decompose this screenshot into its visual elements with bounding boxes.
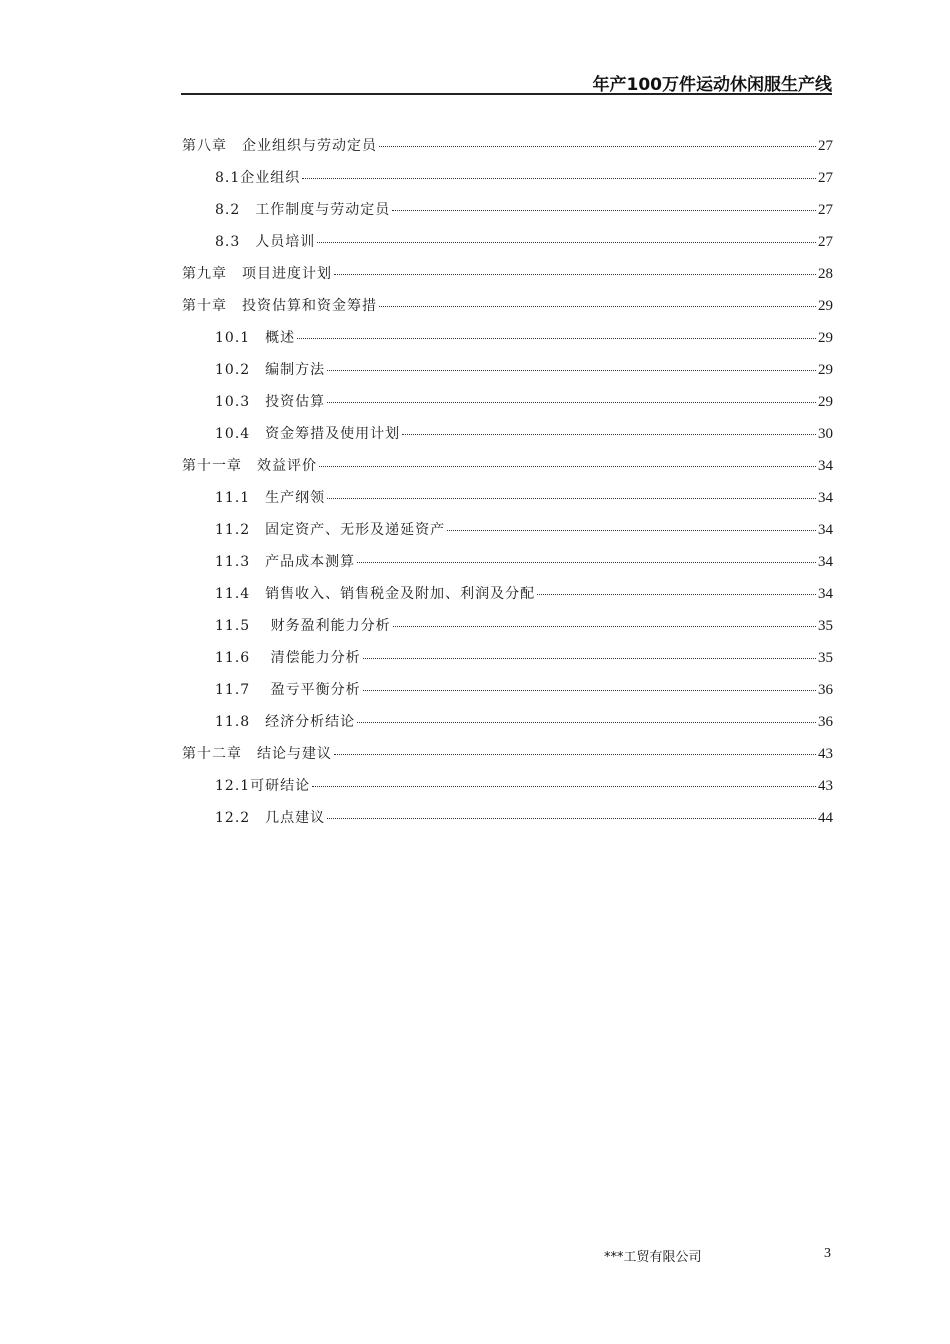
toc-entry-label: 8.1企业组织 <box>215 170 301 186</box>
toc-section-entry[interactable] <box>182 770 833 802</box>
toc-section-entry[interactable] <box>182 386 833 418</box>
toc-dot-leader <box>379 146 816 147</box>
toc-dot-leader <box>537 594 816 595</box>
toc-entry-page: 27 <box>818 202 833 218</box>
toc-dot-leader <box>379 306 816 307</box>
toc-section-entry[interactable] <box>182 354 833 386</box>
toc-dot-leader <box>319 466 816 467</box>
toc-entry-page: 44 <box>818 810 833 826</box>
toc-section-entry[interactable] <box>182 578 833 610</box>
toc-entry-page: 29 <box>818 330 833 346</box>
toc-chapter-entry[interactable] <box>182 738 833 770</box>
toc-entry-label: 11.3 产品成本测算 <box>215 554 356 570</box>
toc-dot-leader <box>334 274 816 275</box>
toc-entry-label: 8.2 工作制度与劳动定员 <box>215 202 391 218</box>
footer-page-number: 3 <box>824 1246 831 1261</box>
toc-entry-label: 11.2 固定资产、无形及递延资产 <box>215 522 446 538</box>
toc-dot-leader <box>327 370 816 371</box>
toc-chapter-entry[interactable] <box>182 290 833 322</box>
toc-entry-label: 12.1可研结论 <box>215 778 311 794</box>
toc-dot-leader <box>357 722 816 723</box>
toc-entry-page: 36 <box>818 714 833 730</box>
toc-entry-page: 28 <box>818 266 833 282</box>
toc-dot-leader <box>312 786 816 787</box>
toc-entry-label: 11.4 销售收入、销售税金及附加、利润及分配 <box>215 586 536 602</box>
toc-entry-page: 30 <box>818 426 833 442</box>
toc-dot-leader <box>392 210 816 211</box>
toc-entry-page: 34 <box>818 490 833 506</box>
toc-entry-page: 35 <box>818 618 833 634</box>
toc-entry-label: 8.3 人员培训 <box>215 234 316 250</box>
toc-dot-leader <box>327 498 816 499</box>
toc-dot-leader <box>297 338 816 339</box>
toc-dot-leader <box>363 658 816 659</box>
toc-dot-leader <box>327 402 816 403</box>
toc-section-entry[interactable] <box>182 194 833 226</box>
toc-section-entry[interactable] <box>182 674 833 706</box>
toc-dot-leader <box>334 754 816 755</box>
toc-section-entry[interactable] <box>182 610 833 642</box>
toc-entry-page: 34 <box>818 522 833 538</box>
toc-entry-page: 29 <box>818 362 833 378</box>
toc-entry-label: 第八章 企业组织与劳动定员 <box>182 138 377 154</box>
toc-entry-label: 第九章 项目进度计划 <box>182 266 332 282</box>
toc-dot-leader <box>302 178 816 179</box>
toc-entry-label: 第十章 投资估算和资金筹措 <box>182 298 377 314</box>
toc-section-entry[interactable] <box>182 546 833 578</box>
toc-section-entry[interactable] <box>182 418 833 450</box>
toc-entry-label: 10.2 编制方法 <box>215 362 326 378</box>
document-header-title: 年产100万件运动休闲服生产线 <box>592 75 832 95</box>
toc-entry-label: 11.7 盈亏平衡分析 <box>215 682 361 698</box>
toc-dot-leader <box>393 626 816 627</box>
toc-section-entry[interactable] <box>182 226 833 258</box>
toc-section-entry[interactable] <box>182 706 833 738</box>
toc-section-entry[interactable] <box>182 514 833 546</box>
toc-entry-label: 10.3 投资估算 <box>215 394 326 410</box>
toc-dot-leader <box>402 434 816 435</box>
toc-entry-label: 11.8 经济分析结论 <box>215 714 356 730</box>
toc-entry-page: 34 <box>818 458 833 474</box>
toc-section-entry[interactable] <box>182 322 833 354</box>
toc-entry-label: 第十一章 效益评价 <box>182 458 317 474</box>
toc-section-entry[interactable] <box>182 642 833 674</box>
toc-entry-label: 10.4 资金筹措及使用计划 <box>215 426 401 442</box>
toc-dot-leader <box>317 242 816 243</box>
toc-entry-page: 29 <box>818 394 833 410</box>
toc-entry-label: 12.2 几点建议 <box>215 810 326 826</box>
toc-entry-label: 11.6 清偿能力分析 <box>215 650 361 666</box>
toc-section-entry[interactable] <box>182 482 833 514</box>
header-rule <box>181 93 832 95</box>
toc-dot-leader <box>357 562 816 563</box>
toc-entry-page: 36 <box>818 682 833 698</box>
toc-entry-page: 43 <box>818 746 833 762</box>
toc-chapter-entry[interactable] <box>182 130 833 162</box>
toc-section-entry[interactable] <box>182 162 833 194</box>
toc-entry-label: 11.5 财务盈利能力分析 <box>215 618 391 634</box>
toc-entry-page: 27 <box>818 170 833 186</box>
toc-entry-page: 43 <box>818 778 833 794</box>
toc-entry-label: 第十二章 结论与建议 <box>182 746 332 762</box>
toc-entry-label: 11.1 生产纲领 <box>215 490 326 506</box>
toc-entry-page: 27 <box>818 138 833 154</box>
toc-section-entry[interactable] <box>182 802 833 834</box>
toc-chapter-entry[interactable] <box>182 258 833 290</box>
footer-company: ***工贸有限公司 <box>604 1250 702 1265</box>
toc-entry-page: 34 <box>818 554 833 570</box>
toc-dot-leader <box>327 818 816 819</box>
table-of-contents <box>182 130 833 834</box>
toc-chapter-entry[interactable] <box>182 450 833 482</box>
toc-entry-page: 34 <box>818 586 833 602</box>
toc-dot-leader <box>363 690 816 691</box>
toc-entry-page: 27 <box>818 234 833 250</box>
toc-entry-page: 35 <box>818 650 833 666</box>
toc-entry-page: 29 <box>818 298 833 314</box>
toc-entry-label: 10.1 概述 <box>215 330 296 346</box>
toc-dot-leader <box>447 530 816 531</box>
